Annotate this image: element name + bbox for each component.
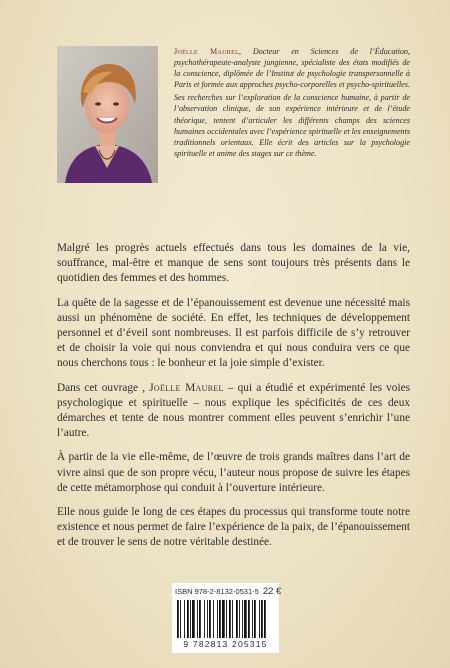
- author-bio: [174, 46, 410, 161]
- bio-author-name: Joëlle Maurel: [174, 47, 240, 56]
- barcode-bar: [190, 600, 191, 638]
- blurb-p3-start: Dans cet ouvrage ,: [57, 381, 150, 394]
- barcode-icon: [176, 600, 275, 638]
- isbn-barcode-box: [172, 583, 282, 653]
- barcode-bar: [187, 600, 189, 638]
- bio-intro-text: , Docteur en Sciences de l’Éducation, psychothérapeute-analyste jungienne, spécialiste des états modifiés de la conscience, diplômée de l’Institut de psychologie transpersonnelle à Paris et formée aux approches psycho-corporelles et psycho-spirituelles.: [174, 47, 410, 90]
- barcode-bar: [207, 600, 208, 638]
- barcode-bar: [226, 600, 227, 638]
- isbn-line: [175, 586, 282, 598]
- blurb-author-name: Joëlle Maurel: [149, 381, 224, 394]
- barcode-bar: [184, 600, 185, 638]
- barcode-bar: [209, 600, 211, 638]
- price-label: 22 €: [262, 586, 282, 597]
- barcode-bar: [232, 600, 233, 638]
- blurb-paragraph-5: Elle nous guide le long de ces étapes du processus qui transforme toute notre existence et nous permet de faire l’expérience de la paix, de l’épanouissement et de trouver le sens de notre véritable destinée.: [57, 506, 410, 549]
- barcode-digits: 9 782813 205315: [183, 639, 268, 649]
- barcode-bar: [264, 600, 266, 638]
- barcode-bar: [248, 600, 250, 638]
- barcode-bar: [244, 600, 247, 638]
- barcode-bar: [197, 600, 198, 638]
- barcode-bar: [180, 600, 181, 638]
- blurb-paragraph-1: Malgré les progrès actuels effectués dans tous les domaines de la vie, souffrance, mal-être et manque de sens sont toujours très présents dans le quotidien des femmes et des hommes.: [57, 242, 410, 285]
- blurb-paragraph-2: La quête de la sagesse et de l’épanouissement est devenue une nécessité mais aussi un phénomène de société. En effet, les techniques de développement personnel et d’éveil sont nombreuses. Il est parfois difficile de s’y retrouver et de choisir la voie qui nous conviendra et qui nous conduira vers ce que nous cherchons tous : le bonheur et la joie simple d’exister.: [57, 296, 410, 370]
- barcode-bar: [192, 600, 195, 638]
- barcode-bar: [213, 600, 214, 638]
- barcode-bar: [229, 600, 231, 638]
- barcode-bar: [217, 600, 218, 638]
- barcode-bar: [177, 600, 179, 638]
- barcode-bar: [242, 600, 243, 638]
- author-photo: [57, 46, 158, 183]
- bio-research: Ses recherches sur l’exploration de la conscience humaine, à partir de l’observation clinique, de son expérience intérieure et de l’étude théorique, tentent d’articuler les différents champs des sciences humaines occidentales avec l’expérience spirituelle et les enseignements traditionnels orientaux. Elle écrit des articles sur la psychologie spirituelle et anime des stages sur ce thème.: [174, 93, 410, 158]
- book-blurb: [57, 241, 410, 560]
- barcode-bar: [254, 600, 256, 638]
- barcode-bar: [199, 600, 201, 638]
- barcode-bar: [239, 600, 240, 638]
- blurb-p3-end: – qui a étudié et expérimenté les voies psychologique et spirituelle – nous explique les spécificités de ces deux démarches et tente de nous montrer comment elles peuvent s’enrichir l’une l’autre.: [57, 381, 411, 440]
- barcode-bar: [252, 600, 253, 638]
- bio-intro: [174, 46, 410, 90]
- blurb-paragraph-4: À partir de la vie elle-même, de l’œuvre de trois grands maîtres dans l’art de vivre ainsi que de son propre vécu, l’auteur nous propose de suivre les étapes de cette métamorphose qui conduit à l’ouverture intérieure.: [57, 451, 410, 494]
- isbn-label: ISBN 978-2-8132-0531-5: [175, 587, 259, 596]
- barcode-bar: [236, 600, 238, 638]
- barcode-bar: [204, 600, 205, 638]
- blurb-paragraph-3: [57, 381, 410, 442]
- barcode-bar: [219, 600, 221, 638]
- barcode-bar: [222, 600, 225, 638]
- barcode-bar: [261, 600, 263, 638]
- barcode-bar: [259, 600, 260, 638]
